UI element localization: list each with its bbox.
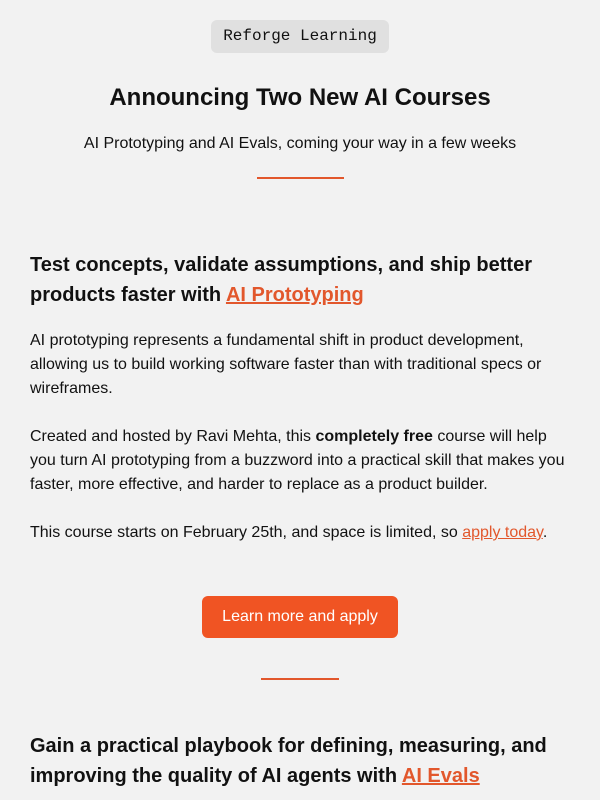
paragraph-intro: AI prototyping represents a fundamental shift in product development, allowing us to build working software faster than with traditional specs or wireframes. — [30, 332, 542, 397]
paragraph-text: course will help you turn AI prototyping from a buzzword into a practical skill that makes you faster, more effective, and harder to replace as a product builder. — [30, 428, 565, 493]
section-heading-text: Gain a practical playbook for defining, measuring, and improving the quality of AI agents with — [30, 735, 547, 787]
section-heading-text: Test concepts, validate assumptions, and ship better products faster with — [30, 254, 532, 306]
paragraph-text: This course starts on February 25th, and space is limited, so — [30, 524, 463, 541]
brand-badge: Reforge Learning — [211, 20, 389, 53]
apply-today-link[interactable]: apply today — [462, 524, 543, 541]
section-heading-ai-evals — [30, 731, 575, 791]
ai-prototyping-link[interactable]: AI Prototyping — [225, 284, 364, 306]
page-title: Announcing Two New AI Courses — [109, 84, 491, 111]
section-heading-ai-prototyping — [30, 250, 575, 310]
learn-more-apply-button[interactable]: Learn more and apply — [202, 596, 398, 638]
paragraph-course-details — [30, 425, 575, 497]
divider — [261, 678, 339, 680]
emphasis-text: completely free — [315, 428, 433, 445]
paragraph-text: Created and hosted by Ravi Mehta, this — [30, 428, 316, 445]
paragraph-text: . — [542, 524, 548, 541]
ai-evals-link[interactable]: AI Evals — [401, 765, 480, 787]
divider — [257, 177, 344, 179]
page-subtitle: AI Prototyping and AI Evals, coming your way in a few weeks — [83, 135, 517, 152]
paragraph-start-date — [30, 521, 575, 545]
